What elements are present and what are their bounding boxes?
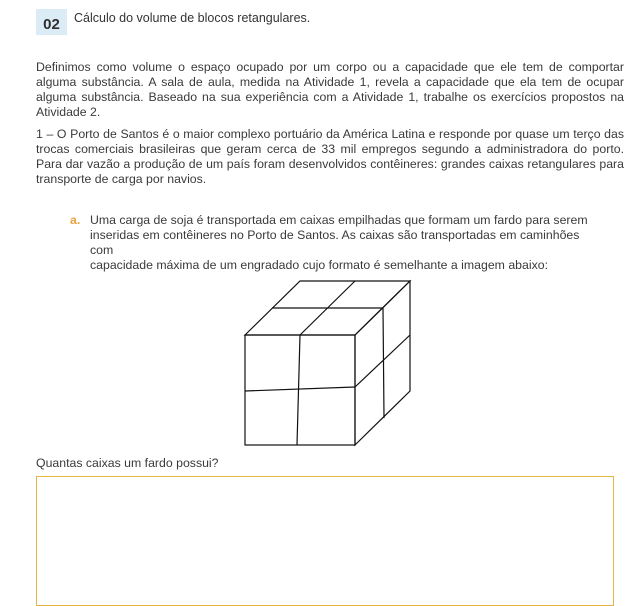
- cube-right-vertical-divider: [383, 308, 384, 418]
- cube-front-horizontal-divider: [245, 387, 355, 391]
- answer-field[interactable]: [36, 476, 614, 606]
- activity-number-badge: 02: [36, 9, 67, 35]
- item-line-2: inseridas em contêineres no Porto de Santos. As caixas são transportadas em caminhões com: [90, 228, 580, 257]
- exercise-item-a: [70, 213, 590, 273]
- activity-title: Cálculo do volume de blocos retangulares.: [74, 11, 311, 25]
- cube-2x2x2-icon: [238, 275, 418, 451]
- cube-front-vertical-divider: [297, 335, 300, 445]
- item-line-1: Uma carga de soja é transportada em caixas empilhadas que formam um fardo para serem: [90, 213, 588, 227]
- intro-paragraph: Definimos como volume o espaço ocupado por um corpo ou a capacidade que ele tem de comportar alguma substância. A sala de aula, medida na Atividade 1, revela a capacidade que ela tem de ocupar alguma substância. Baseado na sua experiência com a Atividade 1, trabalhe os exercícios propostos na Atividade 2.: [36, 60, 624, 119]
- cube-right-face: [355, 281, 410, 445]
- item-marker: a.: [70, 213, 81, 227]
- item-line-3: capacidade máxima de um engradado cujo formato é semelhante a imagem abaixo:: [90, 258, 548, 272]
- cube-right-horizontal-divider: [355, 335, 410, 387]
- question-text: Quantas caixas um fardo possui?: [36, 456, 219, 470]
- context-paragraph: 1 – O Porto de Santos é o maior complexo portuário da América Latina e responde por quase um terço das trocas comerciais brasileiras que geram cerca de 33 mil empregos segundo a administradora do porto. Para dar vazão a produção de um país foram desenvolvidos contêineres: grandes caixas retangulares para transporte de carga por navios.: [36, 127, 624, 186]
